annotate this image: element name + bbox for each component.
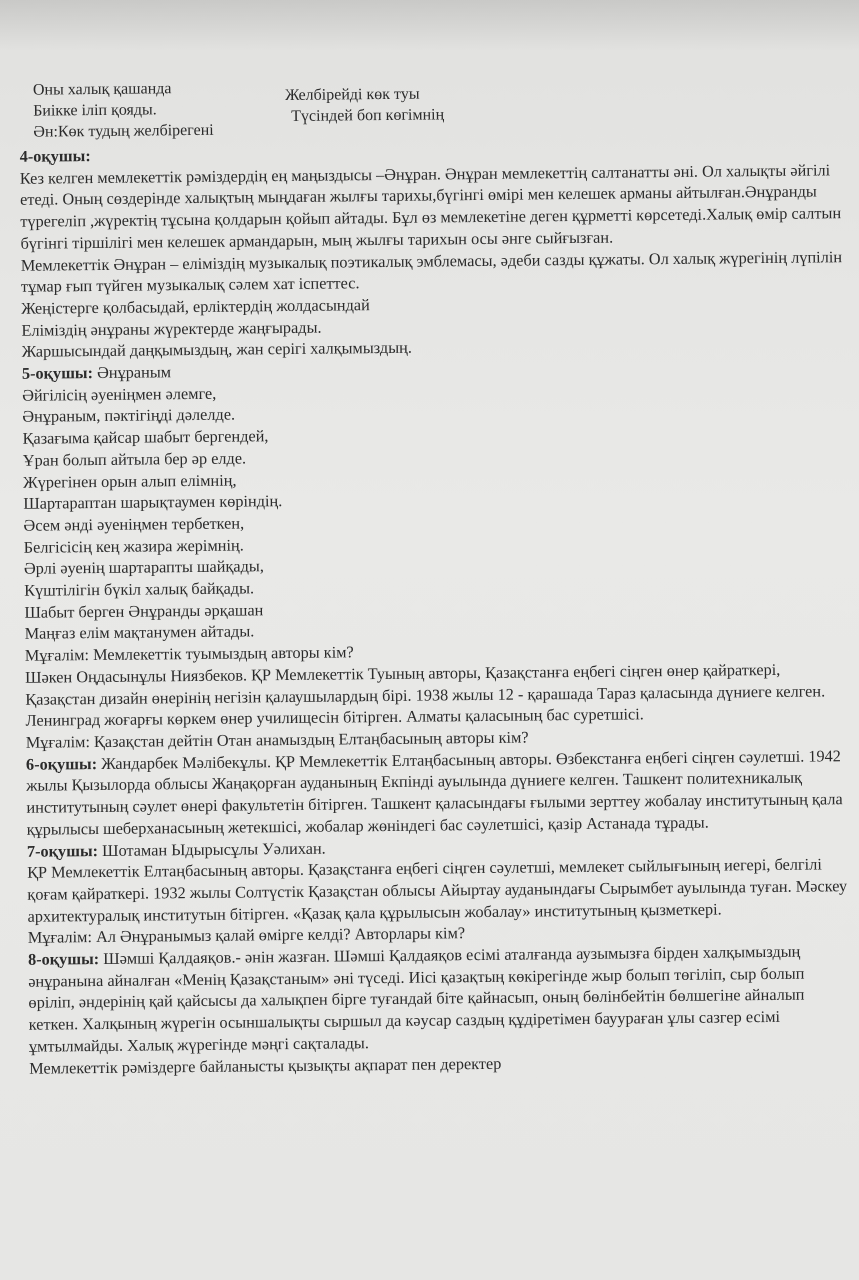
paragraph-text: Мемлекеттік Әнұран – еліміздің музыкалық поэтикалық эмблемасы, әдеби сазды құжаты. Ол халық жүрегінің лүпілін тұмар ғып түйген музыкалық сәлем хат іспеттес. — [20, 246, 843, 297]
paragraph-text: Шәкен Оңдасынұлы Ниязбеков. ҚР Мемлекеттік Туының авторы, Қазақстанға еңбегі сіңген өнер қайраткері, Қазақстан дизайн өнерінің негізін қалаушылардың бірі. 1938 жылы 12 - қарашада Тараз қаласында дүниеге келген. Ленинград жоғарғы көркем өнер училищесін бітірген. Алматы қаласының бас суретшісі. — [24, 659, 826, 731]
paragraph-text: Жаршысындай даңқымыздың, жан серігі халқымыздың. — [21, 338, 412, 362]
poem-line: Ән:Көк тудың желбірегені — [33, 121, 214, 141]
paragraph — [20, 159, 845, 254]
paragraph-text: Жүрегінен орын алып елімнің, — [22, 470, 237, 492]
poem-right — [285, 83, 444, 127]
poem-line: Түсіндей боп көгімнің — [291, 106, 445, 125]
paragraph-text: Шабыт берген Әнұранды әрқашан — [24, 600, 264, 622]
paragraph — [27, 853, 852, 927]
paragraph-text: Мемлекеттік рәміздерге байланысты қызықты ақпарат пен деректер — [29, 1053, 502, 1078]
speaker-label: 5-оқушы: — [21, 363, 94, 383]
paragraph-text: Мұғалім: Қазақстан дейтін Отан анамыздың Елтаңбасының авторы кім? — [25, 727, 529, 752]
paragraph-text: Маңғаз елім мақтанумен айтады. — [24, 621, 255, 644]
paragraph-text: Шартараптан шарықтаумен көріндің. — [23, 491, 283, 514]
paragraph-text: Жандарбек Мәлібекұлы. ҚР Мемлекеттік Елтаңбасының авторы. Өзбекстанға еңбегі сіңген сәулетші. 1942 жылы Қызылорда облысы Жаңақорған ауданының Екпінді ауылында дүниеге келген. Ташкент политехникалық институтының сәулет өнері факультетін бітірген. Ташкент қаласындағы ғылыми зерттеу жобалау институтының қала құрылысы шеберханасының жетекшісі, жобалар жөніндегі бас сәулетшісі, қазір Астанада тұрады. — [26, 745, 843, 839]
speaker-label: 8-оқушы: — [27, 949, 100, 969]
paragraph-text: Әнұраным — [92, 362, 172, 383]
paragraph-text: Кез келген мемлекеттік рәміздердің ең маңыздысы –Әнұран. Әнұран мемлекеттің салтанатты әні. Ол халықты әйгілі етеді. Оның сөздерінде халықтың мыңдаған жылғы тарихы,бүгінгі өмірі мен келешек арманы айтылған.Әнұранды түрегеліп ,жүректің тұсына қолдарын қойып айтады. Бұл өз мемлекетіне деген құрметті көрсетеді.Халық өмір салтын бүгінгі тіршілігі мен келешек армандарын, мың жылғы тарихын осы әнге сыйғызған. — [19, 160, 842, 253]
paragraph-text: Ұран болып айтыла бер әр елде. — [22, 448, 247, 470]
paragraph-text: Күштілігін бүкіл халық байқады. — [24, 578, 255, 600]
paragraph-text: Мұғалім: Ал Әнұранымыз қалай өмірге келді? Авторлары кім? — [27, 923, 466, 948]
poem-line: Биікке іліп қояды. — [33, 101, 157, 120]
paragraph-text: Еліміздің әнұраны жүректерде жаңғырады. — [21, 317, 322, 340]
paragraph-text: Шотаман Ыдырысұлы Уәлихан. — [97, 838, 326, 860]
speaker-label: 7-оқушы: — [26, 840, 99, 861]
paragraph-text: Жеңістерге қолбасыдай, ерліктердің жолдасындай — [21, 295, 370, 318]
paragraph-text: Әйгілісің әуеніңмен әлемге, — [22, 383, 217, 405]
speaker-label: 4-оқушы: — [19, 146, 91, 166]
paragraph-text: Белгісісің кең жазира жерімнің. — [23, 535, 244, 557]
speaker-label: 6-оқушы: — [25, 753, 98, 774]
poem-left — [33, 78, 214, 143]
paragraph-text: Шәмші Қалдаяқов.- әнін жазған. Шәмші Қалдаяқов есімі аталғанда аузымызға бірден халқымыздың әнұранына айналған «Менің Қазақстаным» әні түседі. Иісі қазақтың көкірегінде жыр болып төгіліп, сыр болып өріліп, әндерінің қай қайсысы да халықпен бірге туғандай біте қайнасып, оның бөлінбейтін бөлшегіне айналып кеткен. Халқының жүрегін осыншалықты сыршыл да кәусар саздың құдіретімен бауураған ұлы сазгер есімі ұмтылмайды. Халық жүрегінде мәңгі сақталады. — [28, 941, 805, 1056]
paragraph-text: ҚР Мемлекеттік Елтаңбасының авторы. Қазақстанға еңбегі сіңген сәулетші, мемлекет сыйлығының иегері, белгілі қоғам қайраткері. 1932 жылы Солтүстік Қазақстан облысы Айыртау ауданындағы Сырымбет ауылында туған. Мәскеу архитектуралық институтын бітірген. «Қазақ қала құрылысын жобалау» институтының қызметкері. — [27, 854, 848, 926]
paragraph-text: Әнұраным, пәктігіңді дәлелде. — [22, 404, 236, 427]
paragraph-text: Мұғалім: Мемлекеттік туымыздың авторы кім? — [24, 642, 354, 665]
paragraph — [25, 658, 850, 732]
paragraph-text: Әсем әнді әуеніңмен тербеткен, — [23, 513, 245, 535]
paragraph-text: Қазағыма қайсар шабыт бергендей, — [22, 426, 269, 448]
poem-line: Желбірейді көк туы — [284, 85, 420, 105]
body-text — [20, 137, 854, 1079]
paragraph — [26, 745, 851, 840]
poem-line: Оны халық қашанда — [32, 80, 172, 99]
paragraph — [28, 940, 853, 1057]
paragraph-text: Әрлі әуенің шартарапты шайқады, — [23, 556, 264, 579]
